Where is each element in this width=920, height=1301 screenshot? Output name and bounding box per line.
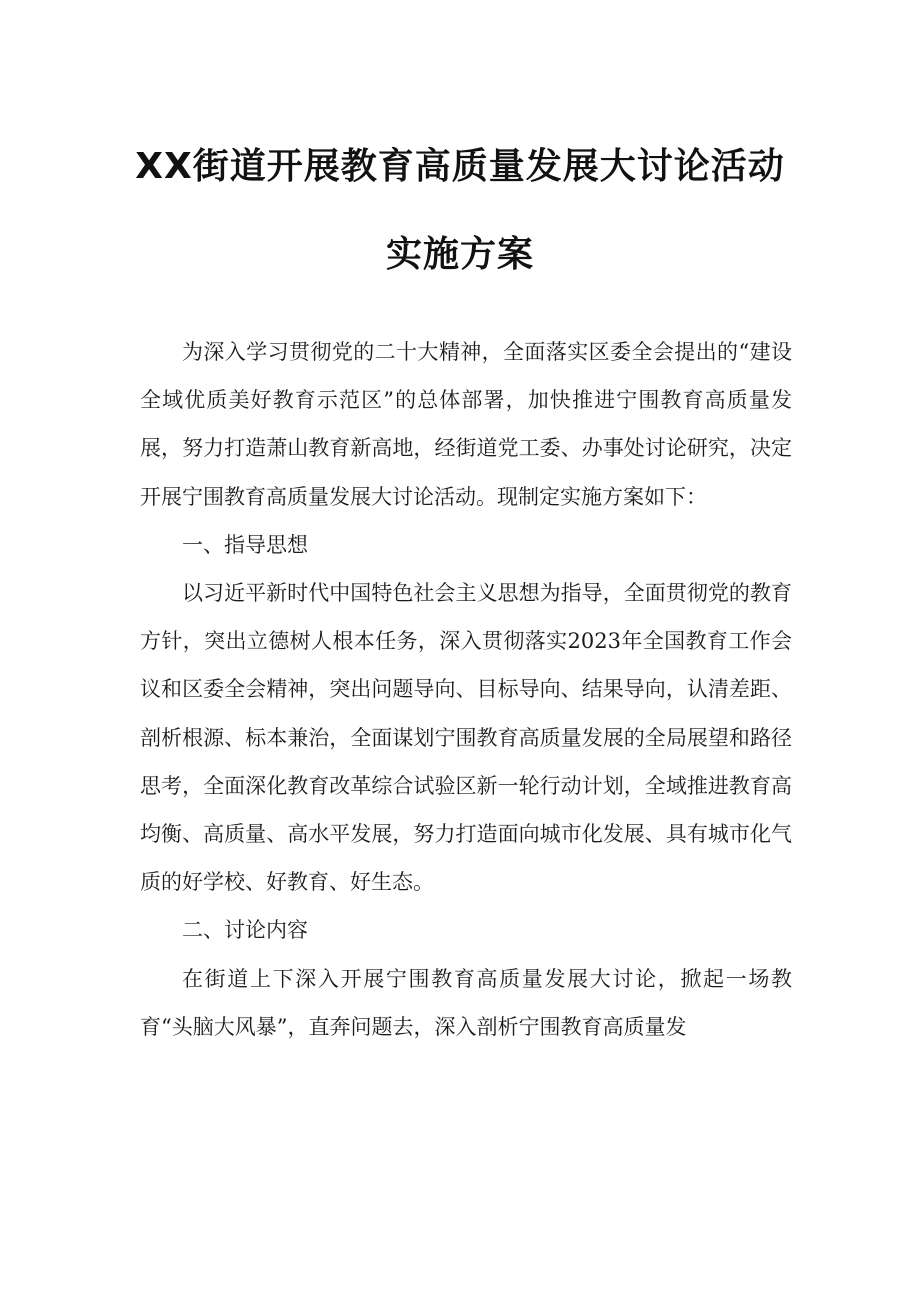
document-title-line-2: 实施方案 [385, 234, 534, 275]
intro-paragraph: 为深入学习贯彻党的二十大精神，全面落实区委全会提出的“建设全域优质美好教育示范区”的总体部署，加快推进宁围教育高质量发展，努力打造萧山教育新高地，经街道党工委、办事处讨论研究，决定开展宁围教育高质量发展大讨论活动。现制定实施方案如下： [140, 340, 792, 509]
section-heading-guiding-ideology: 一、指导思想 [182, 532, 308, 557]
guiding-ideology-paragraph: 以习近平新时代中国特色社会主义思想为指导，全面贯彻党的教育方针，突出立德树人根本任务，深入贯彻落实2023年全国教育工作会议和区委全会精神，突出问题导向、目标导向、结果导向，认清差距、剖析根源、标本兼治，全面谋划宁围教育高质量发展的全局展望和路径思考，全面深化教育改革综合试验区新一轮行动计划，全域推进教育高均衡、高质量、高水平发展，努力打造面向城市化发展、具有城市化气质的好学校、好教育、好生态。 [140, 581, 792, 895]
section-heading-discussion-content: 二、讨论内容 [182, 918, 308, 943]
discussion-content-paragraph: 在街道上下深入开展宁围教育高质量发展大讨论，掀起一场教育“头脑大风暴”，直奔问题去，深入剖析宁围教育高质量发 [140, 966, 792, 1039]
document-title-line-1: XX街道开展教育高质量发展大讨论活动 [135, 146, 785, 187]
document-body [140, 328, 792, 1051]
